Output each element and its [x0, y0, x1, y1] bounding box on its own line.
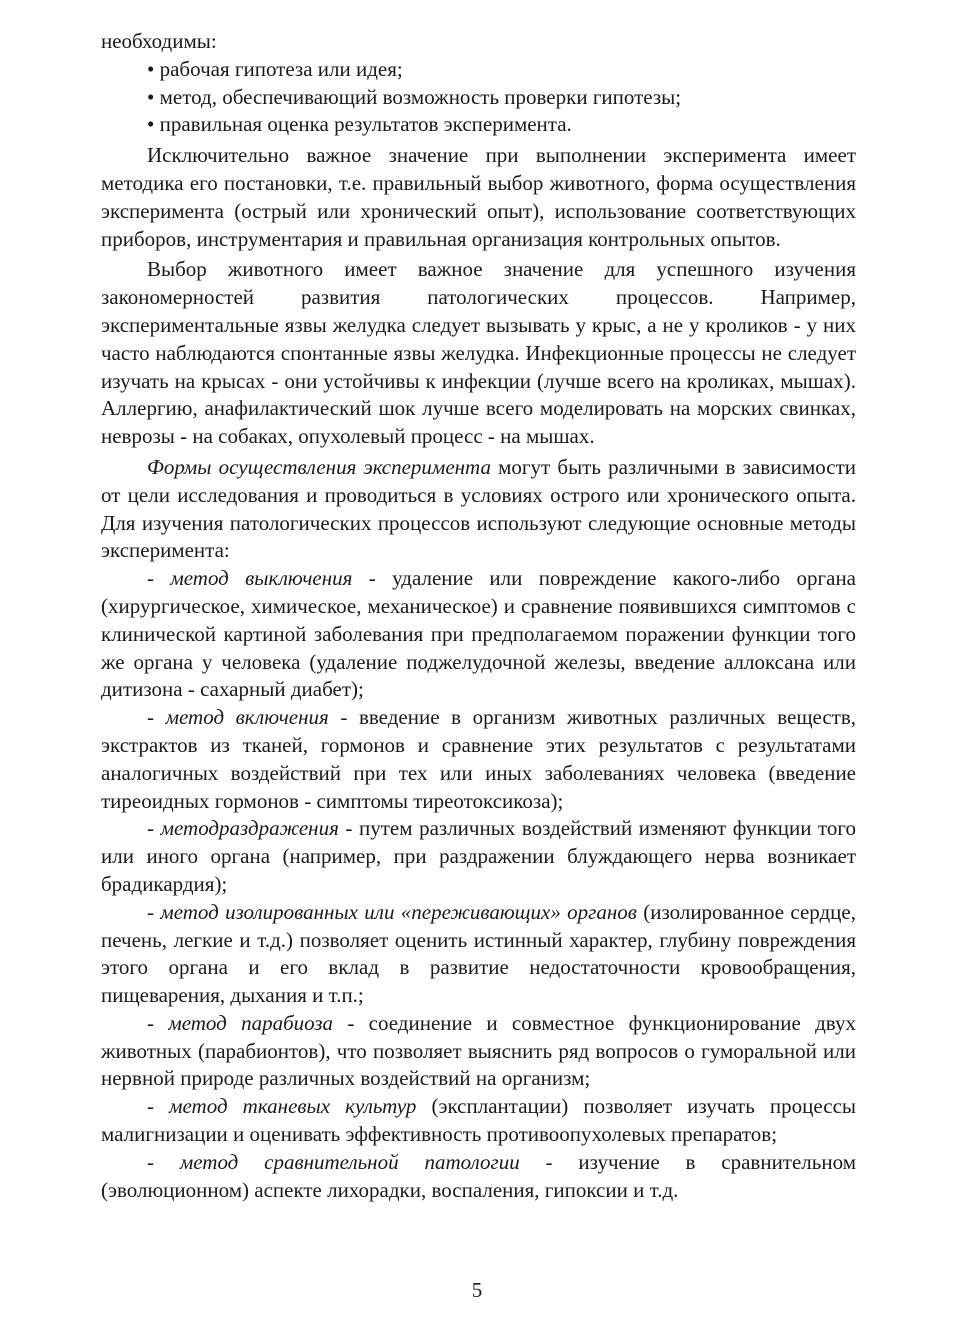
method-term: метод сравнительной патологии — [179, 1149, 520, 1174]
method-dash: - — [147, 1149, 180, 1174]
method-item-irritation — [101, 815, 856, 898]
method-term: метод выключения — [170, 566, 353, 591]
paragraph-experiment-forms — [101, 454, 856, 565]
method-text: (изолированное сердце, печень, легкие и т.д.) позволяет оценить истинный характер, глубину повреждения этого органа и его вклад в развитие недостаточности кровообращения, пищеварения, дыхания и т.п.; — [101, 899, 856, 1008]
method-text: - изучение в сравнительном (эволюционном) аспекте лихорадки, воспаления, гипоксии и т.д. — [101, 1149, 856, 1202]
term-experiment-forms: Формы осуществления эксперимента — [147, 454, 491, 479]
method-text: (эксплантации) позволяет изучать процессы малигнизации и оценивать эффективность противоопухолевых препаратов; — [101, 1094, 856, 1147]
method-dash: - — [147, 705, 166, 730]
method-dash: - — [147, 1094, 170, 1119]
bullet-item-hypothesis: • рабочая гипотеза или идея; — [147, 56, 403, 81]
bullet-item-method: • метод, обеспечивающий возможность проверки гипотезы; — [147, 84, 682, 109]
method-text: - соединение и совместное функционирование двух животных (парабионтов), что позволяет выяснить ряд вопросов о гуморальной или нервной природе различных воздействий на организм; — [101, 1010, 856, 1091]
method-term: метод изолированных или «переживающих» органов — [160, 899, 637, 924]
bullet-item-evaluation: • правильная оценка результатов эксперимента. — [147, 112, 572, 137]
intro-line: необходимы: — [101, 29, 217, 53]
method-dash: - — [147, 1010, 169, 1035]
method-term: метод парабиоза — [168, 1010, 334, 1035]
method-dash: - — [147, 899, 161, 924]
method-text: - удаление или повреждение какого-либо органа (хирургическое, химическое, механическое) и сравнение появившихся симптомов с клинической картиной заболевания при предполагаемом поражении функции того же органа у человека (удаление поджелудочной железы, введение аллоксана или дитизона - сахарный диабет); — [101, 566, 856, 702]
method-dash: - — [147, 816, 161, 841]
method-item-comparative-pathology — [101, 1149, 856, 1205]
method-item-exclusion — [101, 565, 856, 704]
method-item-isolated-organs — [101, 899, 856, 1010]
method-text: - путем различных воздействий изменяют функции того или иного органа (например, при раздражении блуждающего нерва возникает брадикардия); — [101, 816, 856, 896]
method-term: метод тканевых культур — [169, 1094, 417, 1119]
method-dash: - — [147, 566, 171, 591]
method-item-tissue-cultures — [101, 1093, 856, 1149]
method-term: методраздражения — [160, 816, 339, 841]
paragraph-animal-choice: Выбор животного имеет важное значение для успешного изучения закономерностей развития патологических процессов. Например, экспериментальные язвы желудка следует вызывать у крыс, а не у кроликов - у них часто наблюдаются спонтанные язвы желудка. Инфекционные процессы не следует изучать на крысах - они устойчивы к инфекции (лучше всего на кроликах, мышах). Аллергию, анафилактический шок лучше всего моделировать на морских свинках, неврозы - на собаках, опухолевый процесс - на мышах. — [101, 257, 856, 449]
paragraph-experiment-forms-text: могут быть различными в зависимости от цели исследования и проводиться в условиях острого или хронического опыта. Для изучения патологических процессов используют следующие основные методы эксперимента: — [101, 454, 856, 563]
document-page — [101, 28, 856, 1204]
page-number: 5 — [471, 1278, 483, 1302]
method-term: метод включения — [165, 705, 329, 730]
method-item-parabiosis — [101, 1010, 856, 1093]
method-text: - введение в организм животных различных веществ, экстрактов из тканей, гормонов и сравнение этих результатов с результатами аналогичных воздействий при тех или иных заболеваниях человека (введение тиреоидных гормонов - симптомы тиреотоксикоза); — [101, 705, 856, 813]
paragraph-methodology: Исключительно важное значение при выполнении эксперимента имеет методика его постановки, т.е. правильный выбор животного, форма осуществления эксперимента (острый или хронический опыт), использование соответствующих приборов, инструментария и правильная организация контрольных опытов. — [101, 143, 856, 251]
method-item-inclusion — [101, 704, 856, 815]
